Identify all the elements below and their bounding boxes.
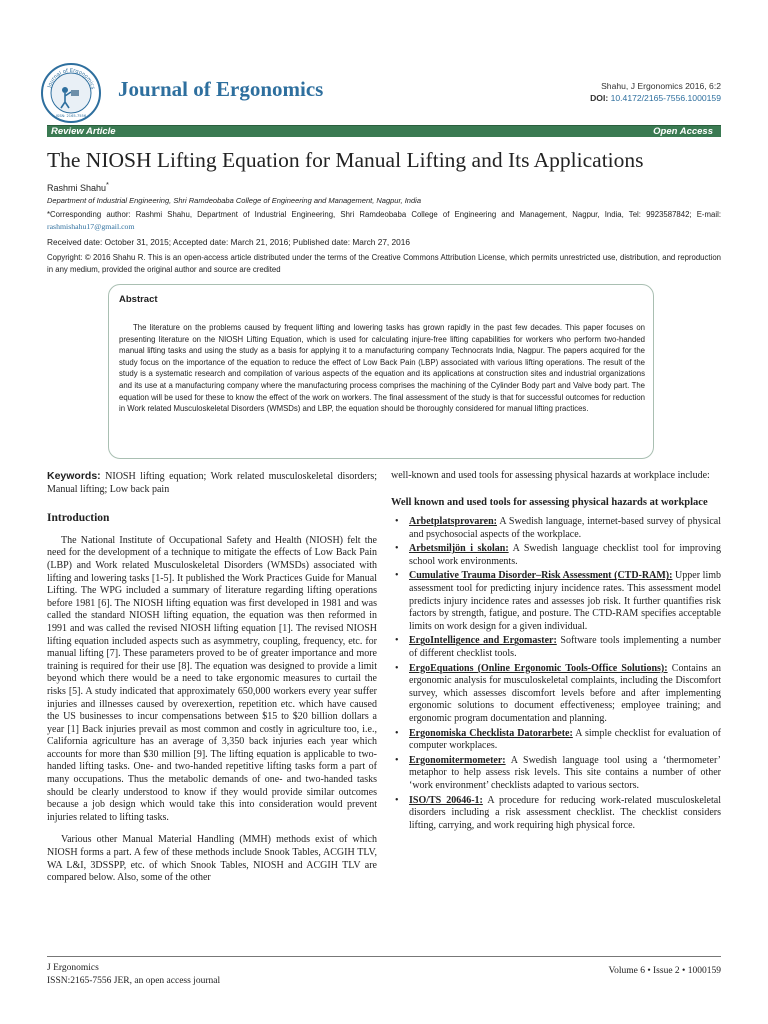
keywords-text: NIOSH lifting equation; Work related musculoskeletal disorders; Manual lifting; Low back pain [47,471,377,495]
list-item [391,795,721,833]
abstract-box [108,284,654,459]
keywords [47,470,377,496]
article-dates: Received date: October 31, 2015; Accepted date: March 21, 2016; Published date: March 27, 2016 [47,237,410,247]
left-column [47,470,377,885]
tool-description: Software tools implementing a number of different checklist tools. [409,635,721,660]
tool-description: Upper limb assessment tool for predicting injury incidence rates. This assessment model predicts injury incidence rates and assesses job risk. It further quantifies risk factors by strength, fatigue, and posture. The CTD-RAM specifies acceptable limits on work design for a given individual. [409,570,722,632]
keywords-label: Keywords: [47,470,101,482]
journal-logo [40,62,102,124]
introduction-paragraph-2: Various other Manual Material Handling (MMH) methods exist of which NIOSH forms a part. A few of these methods include Snook Tables, ACGIH TLV, WA L&I, 3DSSPP, etc. of which Snook Tables, NIOSH and ACGIH TLV are compared below. Also, some of the other [47,834,377,884]
introduction-heading: Introduction [47,512,110,525]
corresponding-author [47,209,721,233]
right-column [391,470,721,834]
bullet-icon: • [395,727,399,739]
article-title: The NIOSH Lifting Equation for Manual Lifting and Its Applications [47,148,644,172]
footer-left [47,962,220,988]
doi-label: DOI: [590,93,609,103]
tool-term: Arbetsmiljön i skolan: [409,543,509,555]
abstract-text: The literature on the problems caused by frequent lifting and lowering tasks has grown rapidly in the past few decades. This paper focuses on presenting literature on the NIOSH Lifting Equation, which is used for calculating injure-free lifting capabilities for workers who perform two-handed manual lifting tasks and using the study as a basis for applying it to a manufacturing company Technocrats India, Nagpur. The papers acquired for the study focus on the importance of the equation to reduce the effect of Low Back Pain (LBP) associated with various lifting operations. The result of the study is a systematic research and compilation of various aspects of the equation and its applications at construction sites and industrial organizations and its use at a manufacturing company where the manufacturing process comprises the machining of the Cylinder Body part and Valve body part. The equation will be used for these to know the effect of the work on workers. The final assessment of the study is that for successful outcomes for reduction in Work related Musculoskeletal Disorders (WMSDs) and LBP, the equation should be thoroughly considered for manual lifting practices. [119,323,645,414]
list-item [391,516,721,541]
journal-name: Journal of Ergonomics [118,77,324,101]
bullet-icon: • [395,635,399,647]
author-name: Rashmi Shahu [47,183,107,193]
copyright: Copyright: © 2016 Shahu R. This is an open-access article distributed under the terms of the Creative Commons Attribution License, which permits unrestricted use, distribution, and reproduction in any medium, provided the original author and source are credited [47,253,721,274]
abstract-heading: Abstract [119,294,158,305]
tool-description: A Swedish language tool using a ‘thermometer’ metaphor to help assess risk levels. This site contains a number of other ‘work environment’ checklists adapted to various sectors. [409,754,721,791]
list-item [391,635,721,660]
tool-term: ErgoIntelligence and Ergomaster: [409,635,557,647]
tool-term: ErgoEquations (Online Ergonomic Tools-Office Solutions): [409,662,668,674]
tools-heading: Well known and used tools for assessing physical hazards at workplace [391,496,708,508]
review-article-label: Review Article [51,126,116,137]
tool-term: Cumulative Trauma Disorder–Risk Assessment (CTD-RAM): [409,570,673,582]
tool-term: Arbetplatsprovaren: [409,516,497,528]
bullet-icon: • [395,516,399,528]
list-item [391,728,721,753]
bullet-icon: • [395,543,399,555]
citation: Shahu, J Ergonomics 2016, 6:2 [601,81,721,91]
bullet-icon: • [395,570,399,582]
corresponding-text: *Corresponding author: Rashmi Shahu, Department of Industrial Engineering, Shri Ramdeobaba College of Engineering and Management, Nagpur, India, Tel: 9923587842; E-mail: [47,210,721,219]
footer-volume: Volume 6 • Issue 2 • 1000159 [608,966,721,976]
doi-link[interactable]: 10.4172/2165-7556.1000159 [610,93,721,103]
introduction-paragraph-1: The National Institute of Occupational Safety and Health (NIOSH) felt the need for the development of a technique to mitigate the effects of Low Back Pain (LBP) and Work related Musculoskeletal Disorders (WMSDs) associated with lifting and lowering tasks [1-5]. It published the Work Practices Guide for Manual Lifting. The WPG included a summary of literature regarding lifting operations before 1981 [6]. The NIOSH lifting equation was first developed in 1981 and was called the standard NIOSH lifting equation, the equation was then reformed in 1991 and was called the revised NIOSH lifting equation [1]. The revised NIOSH lifting equation included aspects such as asymmetry, coupling, frequency, etc. for manual lifting [7]. These parameters proved to be of greater importance and more training is required for their use [8]. The equation was designed to provide a limit beyond which there would be a need to take ergonomic measures to curtail the risks [5]. A study indicated that approximately 650,000 workers every year suffer injuries and illnesses caused by overexertion, repetition etc. which have caused the US businesses to incur compensations between $15 to $20 billion dollars a year [1] Back injuries prevail as most common and costly in agriculture too, i.e., California agriculture has an average of 3,350 back injuries each year which accounts for more than $30 million [9]. The lifting equation is applicable to two-handed lifting tasks. One- and two-handed repetitive lifting tasks form a part of many occupations. Thus the metabolic demands of one- and two-handed tasks should be clearly understood to know if they would provide similar outcomes because a job design which would take this into consideration would prevent injuries related to lifting tasks. [47,534,377,823]
tool-description: A simple checklist for evaluation of computer workplaces. [409,727,721,752]
author-mark: * [106,180,109,189]
article-type-banner [47,125,721,137]
footer-journal: J Ergonomics [47,963,99,973]
tool-term: Ergonomitermometer: [409,754,506,766]
tools-intro: well-known and used tools for assessing physical hazards at workplace include: [391,470,710,481]
list-item [391,570,721,633]
bullet-icon: • [395,794,399,806]
list-item [391,663,721,726]
tool-description: A Swedish language checklist tool for improving school work environments. [409,543,721,567]
open-access-label: Open Access [653,126,713,137]
author [47,180,109,193]
affiliation: Department of Industrial Engineering, Shri Ramdeobaba College of Engineering and Management, Nagpur, India [47,196,421,205]
tool-term: Ergonomiska Checklista Datorarbete: [409,727,573,739]
list-item [391,543,721,568]
tool-description: A procedure for reducing work-related musculoskeletal disorders including a risk assessment checklist. The checklist considers lifting, carrying, and work requiring high physical force. [409,794,721,831]
bullet-icon: • [395,662,399,674]
tool-term: ISO/TS 20646-1: [409,794,483,806]
logo-issn: ISSN: 2165-7556 [55,114,87,118]
logo-ring-text: Journal of Ergonomics [46,67,96,90]
bullet-icon: • [395,754,399,766]
footer-divider [47,956,721,957]
footer-issn: ISSN:2165-7556 JER, an open access journal [47,976,221,986]
email-link[interactable]: rashmishahu17@gmail.com [47,222,135,231]
list-item [391,755,721,793]
citation-block [590,80,721,104]
tool-description: A Swedish language, internet-based survey of physical and psychosocial aspects of the workplace. [409,516,721,540]
tools-list [391,516,721,832]
tool-description: Contains an ergonomic analysis for musculoskeletal complaints, including the Discomfort survey, which assesses discomfort levels before and after implementing ergonomic solutions to document effectiveness; employee training; and ergonomic program documentation and planning. [409,662,721,724]
